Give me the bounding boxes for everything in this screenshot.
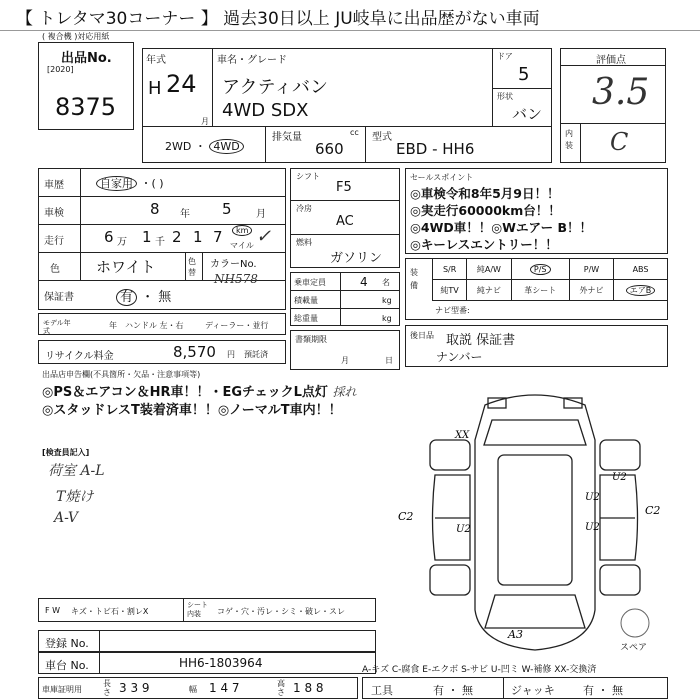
interior-label: 内装 [565,129,573,150]
equip-ps [511,259,569,280]
history-value [96,175,164,191]
lot-number: 8375 [55,93,117,121]
mark-c2-right: C2 [645,504,661,517]
mark-u2-b: U2 [585,492,600,503]
year-label: 年式 [146,55,166,66]
passengers-unit: 名 [382,278,390,287]
year-value: 24 [166,70,197,98]
sales-point-line: ◎キーレスエントリー！！ [410,237,558,252]
mileage-u1: 万 [117,237,127,248]
model-year-unit: 年 [109,321,117,330]
sales-point-line: ◎車検令和8年5月9日！！ [410,186,560,201]
tools-value: 有 ・ 無 [433,684,473,697]
tools-label: 工具 [371,684,393,697]
mileage-d2: 1 [142,228,152,246]
equip-airbag [614,280,668,301]
doc-period-day: 日 [385,356,393,365]
mileage-d5: 7 [213,228,223,246]
cert-height-label: 高さ [277,679,285,697]
notes-line-1-text: ◎PS＆エアコン＆HR車！！・EGチェックL点灯 [42,385,328,400]
equip-alloy: 純A/W [467,259,511,280]
mileage-unit-km-selected: km [232,225,252,236]
sales-points-box [405,168,668,254]
cc-unit: cc [350,128,359,137]
doc-period-label: 書類期限 [295,335,327,344]
recycle-row [38,340,286,364]
navi-model-label: ナビ型番: [435,306,470,315]
header-banner [0,0,700,31]
fw-label: F W [45,606,61,615]
notes-label: 出品店申告欄(不具箇所・欠品・注意事項等) [42,370,201,379]
history-rest: ・( ) [140,177,164,190]
doc-period-month: 月 [341,356,349,365]
mileage-d3: 2 [172,228,182,246]
drive-options [165,138,244,154]
registration-row [38,630,376,652]
load-label: 積載量 [294,296,318,305]
spare-tire-icon [621,609,649,637]
dealer-options: ディーラー・並行 [205,321,269,330]
aircon-label: 冷房 [296,204,312,213]
certificate-label: 車庫証明用 [42,685,82,694]
equipment-label: 装備 [410,268,418,290]
inspection-year-unit: 年 [180,209,190,220]
cert-width-label: 幅 [189,685,197,694]
later-label: 後日品 [410,331,434,340]
warranty-rest: ・ 無 [141,290,172,305]
car-diagram [390,380,680,660]
mark-c2-left: C2 [398,510,414,523]
notes-line-1 [42,381,356,400]
notes-line-1-hand: 採れ [332,385,357,399]
mark-xx: XX [455,430,470,441]
model-year-row [38,313,286,335]
inspection-label: 車検 [44,208,64,219]
vehicle-grade: 4WD SDX [222,100,309,121]
shape-label: 形状 [497,92,513,101]
year-era: H [148,78,162,99]
equip-sr: S/R [433,259,467,280]
month-label: 月 [201,117,209,126]
registration-label: 登録 No. [45,637,89,650]
inspector-label: [検査員記入] [42,448,90,457]
mileage-d4: 1 [193,228,203,246]
mileage-label: 走行 [44,236,64,247]
warranty-label: 保証書 [44,292,74,303]
equip-airbag-selected: エアB [626,285,656,296]
displacement-value: 660 [315,140,344,158]
equip-navi: 純ナビ [467,280,511,301]
history-label: 車歴 [44,180,64,191]
shape-value: バン [512,105,543,123]
passengers-value: 4 [360,275,368,289]
recycle-label: リサイクル料金 [45,351,114,362]
equip-ps-selected: P/S [530,264,551,275]
passengers-label: 乗車定員 [294,278,326,287]
color-code-value: NH578 [214,272,258,286]
aircon-value: AC [336,214,354,229]
equip-pw: P/W [569,259,613,280]
history-selected: 自家用 [96,176,137,191]
mileage-d1: 6 [104,228,114,246]
mark-u2-d: U2 [612,472,627,483]
drive-4wd-selected: 4WD [209,139,243,154]
drive-2wd: 2WD ・ [165,140,206,153]
seat-text: コゲ・穴・汚レ・シミ・破レ・スレ [217,607,345,616]
vehicle-name: アクティバン [222,77,329,98]
notes-line-2: ◎スタッドレスT装着済車！！◎ノーマルT車内！！ [42,403,342,418]
shift-label: シフト [296,172,320,181]
condition-row [38,598,376,622]
later-plate: ナンバー [436,350,483,364]
sales-points-label: セールスポイント [410,173,474,182]
lot-year-tag: [2020] [47,65,74,74]
mark-a3: A3 [508,628,523,641]
interior-value: C [610,128,629,156]
mileage-u2: 千 [155,237,165,248]
inspector-note-3: A-V [54,510,78,526]
fuel-label: 燃料 [296,238,312,247]
fuel-value: ガソリン [330,251,383,266]
form-subtitle: ( 複合機 )対応用紙 [42,32,110,41]
recycle-unit: 円 [227,350,235,359]
equip-leather: 革シート [511,280,569,301]
lot-box [38,42,134,130]
equip-ext-navi: 外ナビ [569,280,613,301]
chassis-row [38,652,376,674]
sales-point-line: ◎4WD車！！◎Wエアー B！！ [410,220,592,235]
lot-label: 出品No. [61,51,112,66]
mileage-unit-mile: マイル [230,241,254,250]
warranty-selected: 有 [116,289,137,306]
handle-options: ハンドル 左・右 [125,321,184,330]
sales-point-line: ◎実走行60000km台！！ [410,203,561,218]
cert-height: 1 8 8 [293,681,324,695]
displacement-label: 排気量 [272,132,302,143]
name-label: 車名・グレード [217,55,287,66]
gross-label: 総重量 [294,314,318,323]
fw-text: キズ・トビ石・割レX [71,607,149,616]
mark-u2-c: U2 [585,522,600,533]
color-label: 色 [50,264,60,275]
later-items: 取説 保証書 [446,333,516,348]
model-year-label: モデル年式 [43,319,71,335]
doc-period-box [290,330,400,370]
recycle-note: 預託済 [244,350,268,359]
inspector-note-2: T焼け [56,489,94,505]
door-label: ドア [497,52,513,61]
tools-row [362,677,668,699]
cert-length-label: 長さ [103,679,111,697]
score-value: 3.5 [592,72,650,113]
color-code-label: カラーNo. [210,259,257,270]
color-value: ホワイト [96,258,156,276]
model-label: 型式 [372,132,392,143]
damage-legend: A-キズ C-腐食 E-エクボ S-サビ U-凹ミ W-補修 XX-交換済 [362,665,597,675]
load-unit: kg [382,296,392,305]
inspection-month-unit: 月 [256,209,266,220]
later-box [405,325,668,367]
gross-unit: kg [382,314,392,323]
door-value: 5 [518,64,530,85]
mark-u2-a: U2 [456,524,471,535]
certificate-row [38,677,358,699]
mileage-check-mark: ✓ [256,226,272,247]
jack-value: 有 ・ 無 [583,684,623,697]
inspector-note-1: 荷室 A-L [48,463,105,479]
banner-text: 【 トレタマ30コーナー 】 過去30日以上 JU岐阜に出品歴がない車両 [16,9,540,29]
inspection-year: 8 [150,200,160,218]
cert-width: 1 4 7 [209,681,240,695]
equip-tv: 純TV [433,280,467,301]
shift-value: F5 [336,180,352,195]
warranty-value [116,286,171,305]
score-label: 評価点 [596,55,626,66]
inspection-month: 5 [222,200,232,218]
model-value: EBD - HH6 [396,140,475,158]
equip-abs: ABS [614,259,668,280]
cert-length: 3 3 9 [119,681,150,695]
chassis-value: HH6-1803964 [179,656,263,670]
mileage-unit-km [232,226,252,235]
jack-label: ジャッキ [511,684,555,697]
spare-label: スペア [620,643,648,653]
chassis-label: 車台 No. [45,659,89,672]
seat-label: シート内装 [187,601,208,618]
equipment-table [432,258,668,301]
color-change-label: 色替 [188,257,196,277]
recycle-amount: 8,570 [173,343,216,361]
